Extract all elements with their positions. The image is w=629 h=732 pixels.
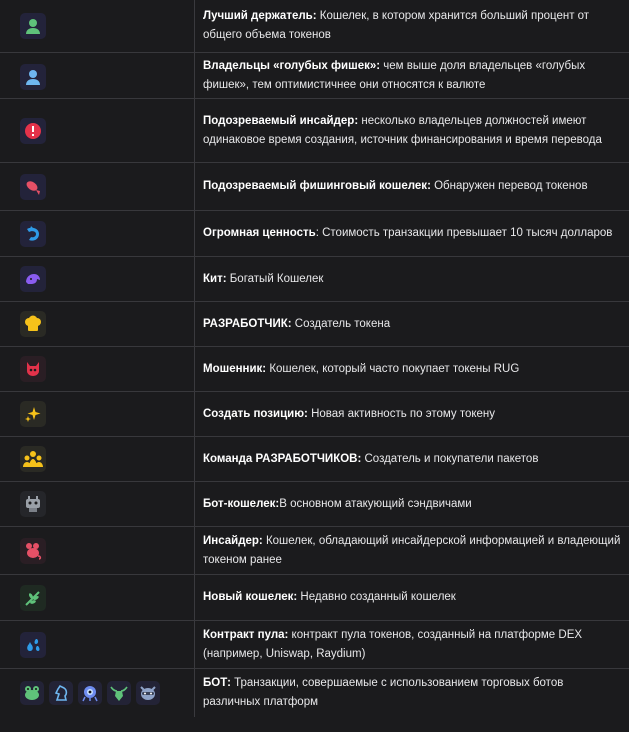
rat-icon [20, 538, 46, 564]
table-row [0, 669, 629, 717]
row-title: Контракт пула: [203, 628, 289, 641]
row-description: несколько владельцев должностей имеют одинаковое время создания, источник финансирования и время перевода [203, 114, 602, 146]
sprout-icon [20, 585, 46, 611]
table-row [0, 257, 629, 302]
row-title: Владельцы «голубых фишек»: [203, 59, 381, 72]
row-title: Лучший держатель: [203, 10, 317, 22]
row-title: Подозреваемый инсайдер: [203, 114, 359, 127]
person-green-icon [20, 13, 46, 39]
row-title: Создать позицию: [203, 407, 308, 420]
row-title: Инсайдер: [203, 534, 263, 547]
row-description: Создатель и покупатели пакетов [361, 452, 539, 465]
table-row [0, 163, 629, 211]
table-row [0, 99, 629, 163]
raccoon-bot-icon [136, 681, 160, 705]
row-description: Кошелек, обладающий инсайдерской информацией и владеющий токеном ранее [203, 534, 621, 566]
table-row [0, 527, 629, 575]
row-description: Кошелек, который часто покупает токены RUG [266, 362, 520, 375]
table-row [0, 347, 629, 392]
row-description: : Стоимость транзакции превышает 10 тысяч долларов [315, 227, 613, 239]
row-title: РАЗРАБОТЧИК: [203, 317, 292, 330]
table-row [0, 392, 629, 437]
trading-bots-icon [20, 681, 160, 705]
whale-icon [20, 266, 46, 292]
devil-mask-icon [20, 356, 46, 382]
row-title: Новый кошелек: [203, 591, 298, 603]
chef-hat-icon [20, 311, 46, 337]
bull-bot-icon [107, 681, 131, 705]
table-row [0, 437, 629, 482]
row-title: Мошенник: [203, 362, 267, 375]
row-description: В основном атакующий сэндвичами [279, 497, 472, 510]
alert-circle-icon [20, 118, 46, 144]
row-description: Кошелек, в котором хранится больший процент от общего объема токенов [203, 10, 590, 41]
table-row [0, 302, 629, 347]
row-description: Создатель токена [291, 317, 391, 330]
eye-bot-icon [78, 681, 102, 705]
row-title: Кит: [203, 272, 227, 285]
table-row [0, 53, 629, 99]
droplets-icon [20, 632, 46, 658]
row-title: Огромная ценность [203, 227, 316, 239]
row-title: Команда РАЗРАБОТЧИКОВ: [203, 452, 362, 465]
row-description: чем выше доля владельцев «голубых фишек», тем оптимистичнее они относятся к валюте [203, 59, 586, 91]
row-description: Недавно созданный кошелек [297, 591, 456, 603]
row-title: Бот-кошелек: [203, 497, 280, 510]
row-title: Подозреваемый фишинговый кошелек: [203, 180, 431, 192]
person-blue-icon [20, 64, 46, 90]
table-row [0, 482, 629, 527]
table-row [0, 575, 629, 621]
row-description: Обнаружен перевод токенов [430, 180, 588, 192]
row-title: БОТ: [203, 677, 231, 689]
table-row [0, 0, 629, 53]
sparkles-icon [20, 401, 46, 427]
knight-bot-icon [49, 681, 73, 705]
fish-icon [20, 174, 46, 200]
table-row [0, 621, 629, 669]
robot-icon [20, 491, 46, 517]
frog-bot-icon [20, 681, 44, 705]
row-description: контракт пула токенов, созданный на платформе DEX (например, Uniswap, Raydium) [203, 628, 583, 660]
row-description: Транзакции, совершаемые с использованием торговых ботов различных платформ [203, 677, 564, 708]
team-icon [20, 446, 46, 472]
table-row [0, 211, 629, 257]
row-description: Новая активность по этому токену [307, 407, 496, 420]
shark-icon [20, 221, 46, 247]
row-description: Богатый Кошелек [226, 272, 324, 285]
